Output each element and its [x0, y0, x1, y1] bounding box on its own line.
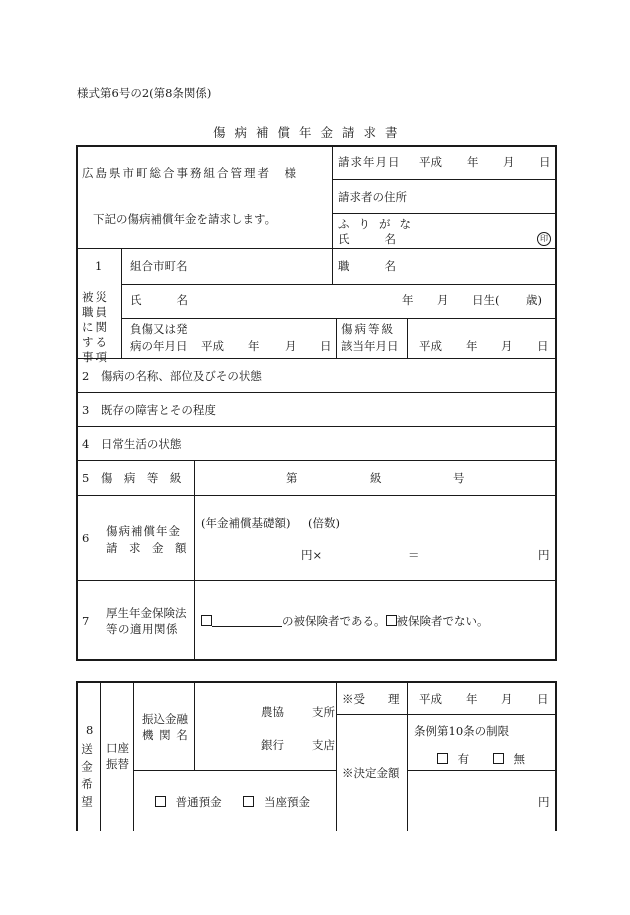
section-7-number: 7	[82, 614, 90, 628]
insured-checkbox[interactable]	[201, 615, 212, 626]
transfer-label-line2: 振替	[106, 757, 129, 771]
onset-year: 年	[248, 339, 260, 353]
claim-date-month: 月	[503, 155, 515, 169]
birth-day: 日生(	[472, 293, 500, 307]
futsu-label: 普通預金	[175, 795, 222, 809]
grade-era: 平成	[419, 339, 442, 353]
futsu-checkbox[interactable]	[155, 796, 166, 807]
claim-date-label: 請求年月日	[338, 155, 401, 169]
claim-date-day: 日	[539, 155, 551, 169]
seal-mark: 印	[537, 232, 551, 246]
not-insured-checkbox[interactable]	[386, 615, 397, 626]
onset-day: 日	[320, 339, 332, 353]
section-6-label-line1: 傷病補償年金	[106, 524, 181, 538]
position-label: 職 名	[338, 259, 400, 273]
insurance-status-line	[201, 614, 489, 628]
grade-label-line1: 傷病等級	[341, 322, 395, 336]
restriction-no-checkbox[interactable]	[493, 753, 504, 764]
equals-sign: ＝	[408, 548, 420, 562]
grade-dai: 第	[286, 471, 298, 485]
pension-yen: 円	[538, 548, 550, 562]
insured-text: の被保険者である。	[282, 614, 386, 628]
shiten-label: 支店	[312, 738, 335, 752]
restriction-options	[437, 752, 525, 766]
restriction-yes-checkbox[interactable]	[437, 753, 448, 764]
decided-amount-yen: 円	[538, 795, 550, 809]
grade-kyu: 級	[370, 471, 382, 485]
grade-label-line2: 該当年月日	[341, 339, 399, 353]
furigana-label: ふりがな	[338, 217, 420, 231]
received-year: 年	[466, 692, 478, 706]
claim-date-year: 年	[467, 155, 479, 169]
section-1-title: 被災職員に関する事項	[82, 290, 109, 364]
received-month: 月	[501, 692, 513, 706]
grade-day: 日	[537, 339, 549, 353]
received-era: 平成	[419, 692, 442, 706]
restriction-yes: 有	[457, 752, 470, 766]
name-label: 氏 名	[338, 232, 400, 246]
section-2-label: 2 傷病の名称、部位及びその状態	[82, 369, 262, 383]
section-7-label-line2: 等の適用関係	[106, 622, 178, 636]
bank-label-line1: 振込金融	[142, 712, 188, 726]
received-day: 日	[537, 692, 549, 706]
section-7-label-line1: 厚生年金保険法	[106, 606, 187, 620]
address-label: 請求者の住所	[338, 190, 407, 204]
birth-year: 年	[402, 293, 414, 307]
shisho-label: 支所	[312, 705, 335, 719]
not-insured-text: 被保険者でない。	[396, 614, 489, 628]
ginko-label: 銀行	[261, 738, 284, 752]
request-statement: 下記の傷病補償年金を請求します。	[93, 212, 277, 226]
grade-year: 年	[466, 339, 478, 353]
section-3-label: 3 既存の障害とその程度	[82, 403, 216, 417]
form-number: 様式第6号の2(第8条関係)	[77, 86, 212, 100]
bank-label-line2: 機 関 名	[142, 728, 189, 742]
onset-era: 平成	[201, 339, 224, 353]
toza-checkbox[interactable]	[243, 796, 254, 807]
age-label: 歳)	[526, 293, 542, 307]
multiplier-label: (倍数)	[308, 516, 340, 530]
birth-month: 月	[437, 293, 449, 307]
section-1-number: 1	[95, 259, 103, 273]
onset-label-line1: 負傷又は発	[130, 322, 188, 336]
nokyo-label: 農協	[261, 705, 284, 719]
transfer-label-line1: 口座	[106, 741, 129, 755]
claim-date-era: 平成	[419, 155, 442, 169]
onset-month: 月	[285, 339, 297, 353]
union-label: 組合市町名	[130, 259, 188, 273]
grade-go: 号	[453, 471, 465, 485]
section-6-number: 6	[82, 531, 90, 545]
addressee: 広島県市町総合事務組合管理者 様	[82, 166, 298, 180]
onset-label-line2: 病の年月日	[130, 339, 188, 353]
base-amount-label: (年金補償基礎額)	[201, 516, 291, 530]
yen-times: 円×	[301, 548, 323, 562]
decided-amount-label: ※決定金額	[342, 766, 400, 780]
insurance-act-blank[interactable]	[212, 615, 282, 627]
section-6-label-line2: 請 求 金 額	[106, 541, 187, 555]
section-8-number: 8	[86, 723, 94, 737]
grade-month: 月	[501, 339, 513, 353]
page-title: 傷病補償年金請求書	[213, 125, 407, 140]
restriction-no: 無	[513, 752, 525, 766]
section-8-label: 送金希望	[80, 743, 94, 813]
restriction-label: 条例第10条の制限	[414, 724, 510, 738]
section-4-label: 4 日常生活の状態	[82, 437, 182, 451]
account-type-options	[155, 795, 310, 809]
toza-label: 当座預金	[263, 795, 310, 809]
section-5-label: 5 傷 病 等 級	[82, 471, 182, 485]
victim-name-label: 氏 名	[130, 293, 192, 307]
received-label: ※受 理	[342, 692, 400, 706]
